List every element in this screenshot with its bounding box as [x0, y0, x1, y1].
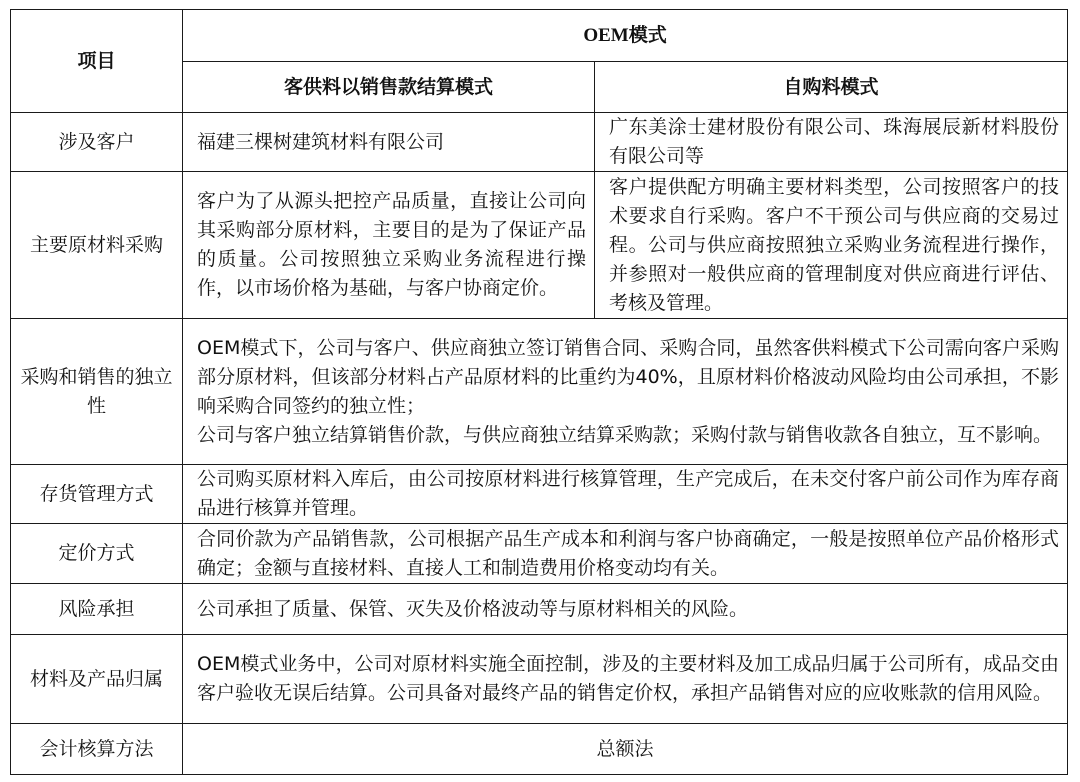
oem-mode-header: OEM模式: [183, 10, 1068, 62]
risk-text: 公司承担了质量、保管、灭失及价格波动等与原材料相关的风险。: [183, 584, 1068, 635]
item-header: 项目: [11, 10, 183, 113]
accounting-text: 总额法: [183, 724, 1068, 775]
inventory-text: 公司购买原材料入库后，由公司按原材料进行核算管理，生产完成后，在未交付客户前公司作为库存商品进行核算并管理。: [183, 465, 1068, 524]
procurement-self-purchase: 客户提供配方明确主要材料类型，公司按照客户的技术要求自行采购。客户不干预公司与供应商的交易过程。公司与供应商按照独立采购业务流程进行操作，并参照对一般供应商的管理制度对供应商进行评估、考核及管理。: [595, 172, 1068, 319]
customers-customer-supplied: 福建三棵树建筑材料有限公司: [183, 113, 595, 172]
row-ownership: [11, 635, 1068, 724]
row-risk: [11, 584, 1068, 635]
customer-supplied-mode-header: 客供料以销售款结算模式: [183, 62, 595, 113]
oem-mode-table: [10, 9, 1068, 775]
row-customers: [11, 113, 1068, 172]
header-row-1: [11, 10, 1068, 62]
row-procurement: [11, 172, 1068, 319]
row-label: 风险承担: [11, 584, 183, 635]
row-label: 主要原材料采购: [11, 172, 183, 319]
independence-paragraph-1: OEM模式下，公司与客户、供应商独立签订销售合同、采购合同，虽然客供料模式下公司需向客户采购部分原材料，但该部分材料占产品原材料的比重约为40%，且原材料价格波动风险均由公司承担，不影响采购合同签约的独立性；: [197, 336, 1060, 417]
ownership-text: OEM模式业务中，公司对原材料实施全面控制，涉及的主要材料及加工成品归属于公司所有，成品交由客户验收无误后结算。公司具备对最终产品的销售定价权，承担产品销售对应的应收账款的信用风险。: [183, 635, 1068, 724]
row-independence: [11, 319, 1068, 465]
row-label: 存货管理方式: [11, 465, 183, 524]
pricing-text: 合同价款为产品销售款，公司根据产品生产成本和利润与客户协商确定，一般是按照单位产品价格形式确定；金额与直接材料、直接人工和制造费用价格变动均有关。: [183, 524, 1068, 584]
customers-self-purchase: 广东美涂士建材股份有限公司、珠海展辰新材料股份有限公司等: [595, 113, 1068, 172]
row-inventory: [11, 465, 1068, 524]
row-label: 材料及产品归属: [11, 635, 183, 724]
row-label: 会计核算方法: [11, 724, 183, 775]
row-label: 定价方式: [11, 524, 183, 584]
independence-text: [183, 319, 1068, 465]
row-label: 采购和销售的独立性: [11, 319, 183, 465]
self-purchase-mode-header: 自购料模式: [595, 62, 1068, 113]
independence-paragraph-2: 公司与客户独立结算销售价款，与供应商独立结算采购款；采购付款与销售收款各自独立，互不影响。: [197, 423, 1053, 446]
row-label: 涉及客户: [11, 113, 183, 172]
row-accounting: [11, 724, 1068, 775]
row-pricing: [11, 524, 1068, 584]
procurement-customer-supplied: 客户为了从源头把控产品质量，直接让公司向其采购部分原材料，主要目的是为了保证产品的质量。公司按照独立采购业务流程进行操作，以市场价格为基础，与客户协商定价。: [183, 172, 595, 319]
